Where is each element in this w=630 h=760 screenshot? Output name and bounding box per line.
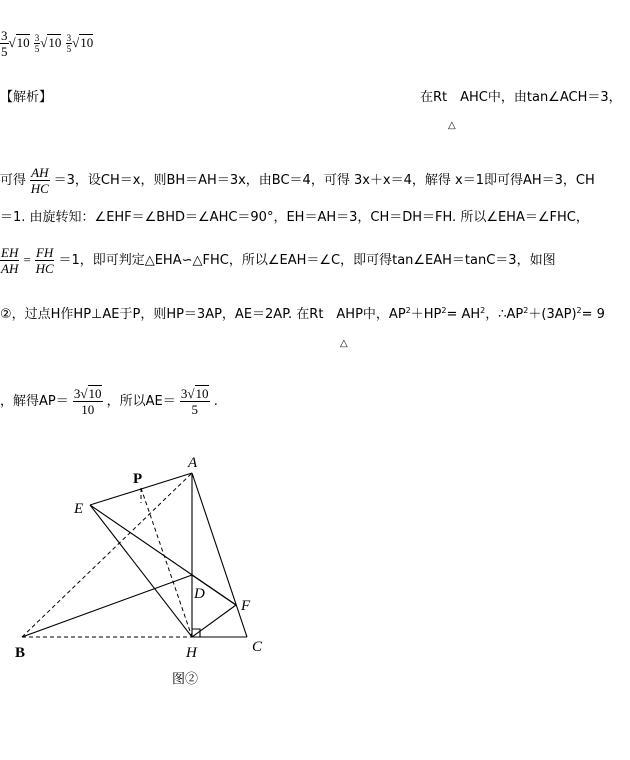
radicand: 10 xyxy=(80,35,94,50)
line2-rest: ＝3，设CH＝x，则BH＝AH＝3x，由BC＝4，可得 3x＋x＝4，解得 x＝1即可得AH＝3，CH xyxy=(53,173,595,188)
answer-fraction-2: $\frac{3}{5}$ xyxy=(34,33,40,54)
segment-PH xyxy=(141,488,192,637)
geometry-figure xyxy=(0,445,300,695)
line-5: ②，过点H作HP⊥AE于P，则HP＝3AP，AE＝2AP. 在Rt AHP中，$AP^2+HP^2= AH^2$，$\therefore AP^2+(3AP)^2= 9$ xyxy=(0,306,605,322)
frac-ap-value: $\frac{3√10}{10}$ xyxy=(73,386,102,417)
sqrt-symbol: √ xyxy=(8,35,16,50)
radicand: 10 xyxy=(16,35,30,50)
segment-EH xyxy=(90,505,192,637)
line4-rest: ＝1，即可判定△EHA∽△FHC，所以∠EAH＝∠C，即可得tan∠EAH＝tanC＝3，如图 xyxy=(58,253,556,268)
frac-fh-hc: $\frac{FH}{HC}$ xyxy=(35,245,54,276)
answer-fraction-3: $\frac{3}{5}$ xyxy=(66,33,72,54)
sqrt-symbol: √ xyxy=(72,35,80,50)
answer-line xyxy=(0,28,93,59)
label-F: F xyxy=(241,598,251,614)
line2-prefix: 可得 xyxy=(0,173,27,188)
line-2 xyxy=(0,165,595,196)
label-P: P xyxy=(133,471,143,487)
figure-caption: 图② xyxy=(172,671,199,686)
line1-right: 在Rt AHC中，由tan∠ACH＝3， xyxy=(420,90,622,105)
label-D: D xyxy=(194,586,205,602)
line-3: ＝1. 由旋转知：∠EHF＝∠BHD＝∠AHC＝90°，EH＝AH＝3，CH＝DH＝FH. 所以∠EHA＝∠FHC， xyxy=(0,210,589,225)
segment-BA xyxy=(22,473,192,637)
label-H: H xyxy=(186,645,197,661)
frac-ae-value: $\frac{3√10}{5}$ xyxy=(180,386,209,417)
segment-BD xyxy=(22,575,192,637)
label-E: E xyxy=(74,501,84,517)
triangle-mark-1: △ xyxy=(448,120,456,131)
line-6: ，解得AP＝ $\frac{3√10}{10}$ ，所以AE＝ $\frac{3√10}{5}$ . xyxy=(0,386,218,417)
segment-AC xyxy=(192,473,247,637)
line-4: $\frac{EH}{AH}$ = $\frac{FH}{HC}$ ＝1，即可判定△EHA∽△FHC，所以∠EAH＝∠C，即可得tan∠EAH＝tanC＝3，如图 xyxy=(1,245,556,276)
answer-fraction-1: $\frac{3}{5}$ xyxy=(1,28,8,59)
segment-HF xyxy=(192,605,236,637)
frac-ah-hc: $\frac{AH}{HC}$ xyxy=(30,165,49,196)
label-A: A xyxy=(188,455,198,471)
frac-eh-ah: $\frac{EH}{AH}$ xyxy=(1,245,19,276)
triangle-mark-2: △ xyxy=(340,338,348,349)
label-B: B xyxy=(15,645,26,661)
radicand: 10 xyxy=(48,35,62,50)
sqrt-symbol: √ xyxy=(40,35,48,50)
analysis-label: 【解析】 xyxy=(0,90,53,105)
label-C: C xyxy=(252,639,263,655)
